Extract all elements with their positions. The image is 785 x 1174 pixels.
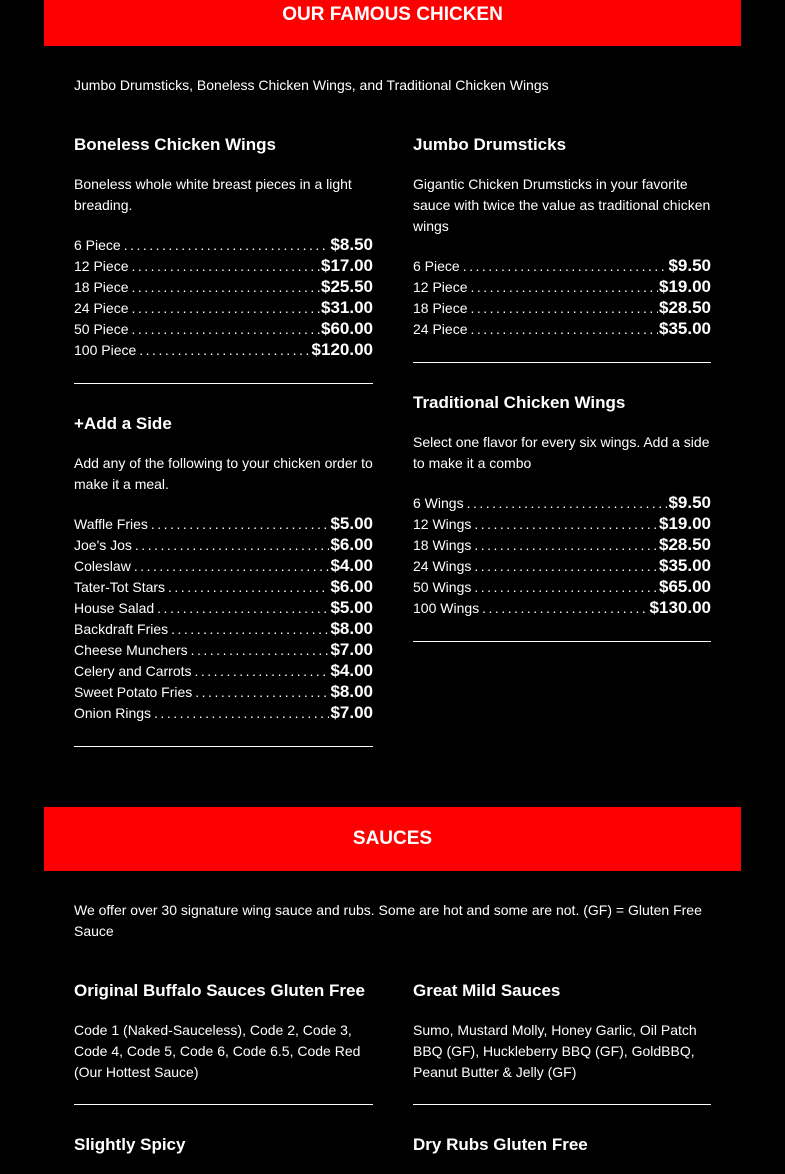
sauces-banner <box>44 807 741 871</box>
item-price: $8.00 <box>330 619 373 638</box>
traditional-section <box>413 392 711 618</box>
boneless-section <box>74 134 373 360</box>
item-name: 6 Piece <box>74 237 121 253</box>
item-price: $120.00 <box>311 340 373 359</box>
dot-leader <box>157 598 329 618</box>
sides-price-list <box>74 513 373 723</box>
traditional-title: Traditional Chicken Wings <box>413 393 626 412</box>
price-row <box>74 276 373 297</box>
sides-section <box>74 413 373 723</box>
dot-leader <box>195 661 330 681</box>
item-name: 24 Piece <box>74 300 129 316</box>
item-price: $28.50 <box>659 535 711 554</box>
mild-section <box>413 980 711 1083</box>
boneless-divider <box>74 383 373 384</box>
price-row <box>413 555 711 576</box>
item-name: 6 Wings <box>413 495 464 511</box>
boneless-title: Boneless Chicken Wings <box>74 135 277 154</box>
boneless-desc: Boneless whole white breast pieces in a light breading. <box>74 176 352 213</box>
price-row <box>74 339 373 360</box>
price-row <box>74 618 373 639</box>
buffalo-section <box>74 980 373 1083</box>
traditional-desc: Select one flavor for every six wings. Add a side to make it a combo <box>413 434 710 471</box>
item-name: 50 Wings <box>413 579 472 595</box>
item-price: $7.00 <box>330 703 373 722</box>
price-row <box>413 255 711 276</box>
price-row <box>74 534 373 555</box>
item-name: Coleslaw <box>74 558 131 574</box>
buffalo-desc: Code 1 (Naked-Sauceless), Code 2, Code 3, Code 4, Code 5, Code 6, Code 6.5, Code Red (Our Hottest Sauce) <box>74 1022 361 1080</box>
price-row <box>74 297 373 318</box>
boneless-price-list <box>74 234 373 360</box>
drumsticks-desc: Gigantic Chicken Drumsticks in your favorite sauce with twice the value as traditional chicken wings <box>413 176 711 234</box>
item-price: $4.00 <box>330 661 373 680</box>
item-name: 100 Piece <box>74 342 137 358</box>
item-price: $7.00 <box>330 640 373 659</box>
dot-leader <box>124 235 330 255</box>
price-row <box>74 576 373 597</box>
item-name: 6 Piece <box>413 258 460 274</box>
item-name: House Salad <box>74 600 155 616</box>
item-name: 18 Piece <box>413 300 468 316</box>
price-row <box>74 681 373 702</box>
sauces-intro: We offer over 30 signature wing sauce and rubs. Some are hot and some are not. (GF) = Gluten Free Sauce <box>74 902 702 939</box>
item-name: Onion Rings <box>74 705 152 721</box>
dot-leader <box>171 619 329 639</box>
sauces-banner-title: SAUCES <box>352 828 433 849</box>
price-row <box>413 492 711 513</box>
dot-leader <box>168 577 329 597</box>
sides-title: +Add a Side <box>74 414 172 433</box>
item-price: $8.00 <box>330 682 373 701</box>
price-row <box>413 297 711 318</box>
item-price: $35.00 <box>659 556 711 575</box>
item-price: $8.50 <box>330 235 373 254</box>
item-name: 50 Piece <box>74 321 129 337</box>
dot-leader <box>470 277 658 297</box>
traditional-price-list <box>413 492 711 618</box>
drumsticks-price-list <box>413 255 711 339</box>
item-price: $5.00 <box>330 598 373 617</box>
item-name: 18 Wings <box>413 537 472 553</box>
dot-leader <box>191 640 330 660</box>
dot-leader <box>474 514 658 534</box>
price-row <box>74 597 373 618</box>
traditional-divider <box>413 641 711 642</box>
price-row <box>413 534 711 555</box>
dot-leader <box>131 277 320 297</box>
drumsticks-title: Jumbo Drumsticks <box>413 135 567 154</box>
item-name: Backdraft Fries <box>74 621 169 637</box>
item-name: 18 Piece <box>74 279 129 295</box>
item-price: $65.00 <box>659 577 711 596</box>
chicken-intro: Jumbo Drumsticks, Boneless Chicken Wings, and Traditional Chicken Wings <box>74 77 549 93</box>
spicy-section <box>74 1134 373 1156</box>
dot-leader <box>470 298 658 318</box>
spicy-title: Slightly Spicy <box>74 1135 186 1154</box>
dot-leader <box>131 298 320 318</box>
dot-leader <box>467 493 668 513</box>
dot-leader <box>131 319 320 339</box>
buffalo-title: Original Buffalo Sauces Gluten Free <box>74 981 365 1000</box>
price-row <box>74 639 373 660</box>
chicken-banner-title: OUR FAMOUS CHICKEN <box>282 4 503 25</box>
dot-leader <box>470 319 658 339</box>
dot-leader <box>131 256 320 276</box>
item-price: $4.00 <box>330 556 373 575</box>
sides-divider <box>74 746 373 747</box>
item-price: $6.00 <box>330 535 373 554</box>
price-row <box>74 255 373 276</box>
item-price: $130.00 <box>649 598 711 617</box>
chicken-banner <box>44 0 741 46</box>
sides-desc: Add any of the following to your chicken order to make it a meal. <box>74 455 373 492</box>
item-price: $6.00 <box>330 577 373 596</box>
drumsticks-divider <box>413 362 711 363</box>
price-row <box>413 318 711 339</box>
item-name: Joe's Jos <box>74 537 132 553</box>
item-price: $25.50 <box>321 277 373 296</box>
mild-title: Great Mild Sauces <box>413 981 561 1000</box>
item-price: $19.00 <box>659 514 711 533</box>
item-name: 24 Piece <box>413 321 468 337</box>
dot-leader <box>474 577 658 597</box>
item-name: 12 Piece <box>413 279 468 295</box>
item-name: 12 Wings <box>413 516 472 532</box>
item-price: $28.50 <box>659 298 711 317</box>
dot-leader <box>154 703 329 723</box>
item-price: $31.00 <box>321 298 373 317</box>
item-price: $35.00 <box>659 319 711 338</box>
price-row <box>74 702 373 723</box>
dot-leader <box>151 514 330 534</box>
dot-leader <box>139 340 310 360</box>
price-row <box>74 660 373 681</box>
dot-leader <box>474 556 658 576</box>
item-price: $17.00 <box>321 256 373 275</box>
dot-leader <box>463 256 668 276</box>
price-row <box>74 555 373 576</box>
item-name: 24 Wings <box>413 558 472 574</box>
price-row <box>413 576 711 597</box>
dot-leader <box>134 556 330 576</box>
price-row <box>413 513 711 534</box>
item-name: Sweet Potato Fries <box>74 684 193 700</box>
drumsticks-section <box>413 134 711 339</box>
dot-leader <box>195 682 329 702</box>
item-name: 100 Wings <box>413 600 480 616</box>
dot-leader <box>135 535 330 555</box>
price-row <box>413 597 711 618</box>
item-name: Tater-Tot Stars <box>74 579 166 595</box>
rubs-title: Dry Rubs Gluten Free <box>413 1135 588 1154</box>
item-name: 12 Piece <box>74 258 129 274</box>
mild-divider <box>413 1104 711 1105</box>
buffalo-divider <box>74 1104 373 1105</box>
item-price: $5.00 <box>330 514 373 533</box>
price-row <box>413 276 711 297</box>
item-name: Waffle Fries <box>74 516 148 532</box>
price-row <box>74 318 373 339</box>
mild-desc: Sumo, Mustard Molly, Honey Garlic, Oil Patch BBQ (GF), Huckleberry BBQ (GF), GoldBBQ, Peanut Butter & Jelly (GF) <box>413 1022 697 1080</box>
item-name: Celery and Carrots <box>74 663 192 679</box>
item-price: $19.00 <box>659 277 711 296</box>
dot-leader <box>482 598 648 618</box>
price-row <box>74 234 373 255</box>
item-price: $9.50 <box>668 493 711 512</box>
item-name: Cheese Munchers <box>74 642 188 658</box>
rubs-section <box>413 1134 711 1156</box>
price-row <box>74 513 373 534</box>
dot-leader <box>474 535 658 555</box>
item-price: $9.50 <box>668 256 711 275</box>
item-price: $60.00 <box>321 319 373 338</box>
